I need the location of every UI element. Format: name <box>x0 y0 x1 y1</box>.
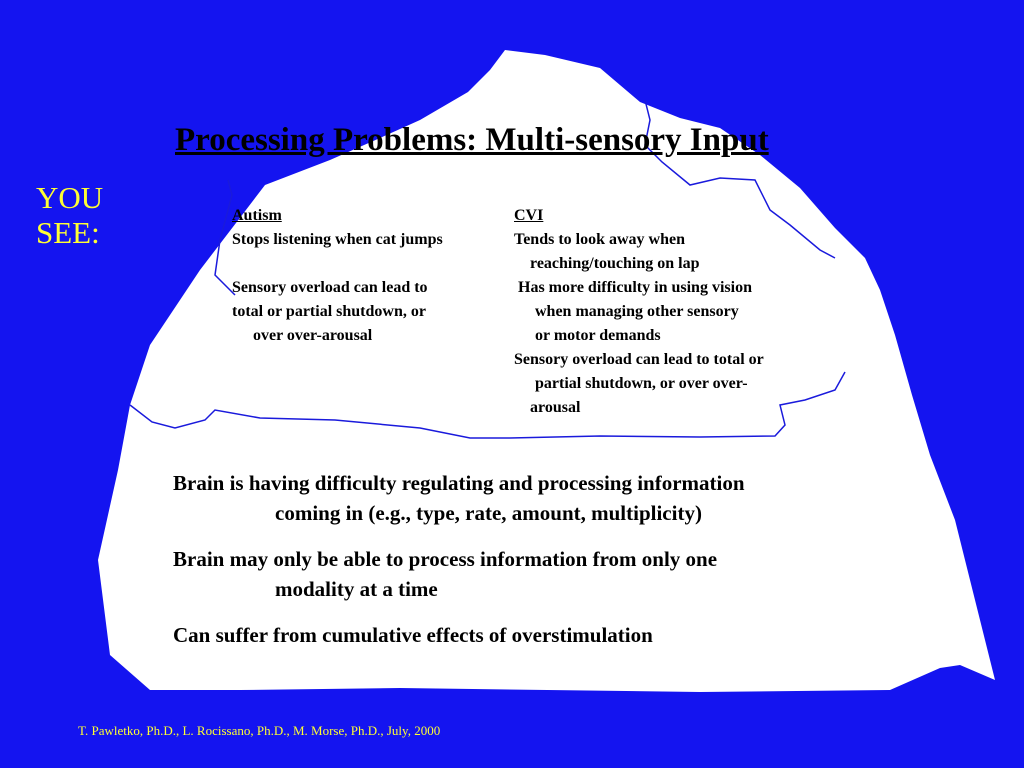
cvi-heading: CVI <box>514 207 544 224</box>
summary-point <box>173 544 933 604</box>
autism-heading: Autism <box>232 207 282 224</box>
point-text: Brain is having difficulty regulating and processing information <box>173 471 745 495</box>
see-label: SEE: <box>36 215 100 250</box>
autism-line: total or partial shutdown, or <box>232 303 426 320</box>
cvi-line: Has more difficulty in using vision <box>514 279 752 296</box>
cvi-line: partial shutdown, or over over- <box>535 375 748 392</box>
summary-point <box>173 620 933 650</box>
cvi-line: when managing other sensory <box>535 303 739 320</box>
author-credit: T. Pawletko, Ph.D., L. Rocissano, Ph.D., M. Morse, Ph.D., July, 2000 <box>78 723 441 738</box>
point-continuation: coming in (e.g., type, rate, amount, multiplicity) <box>275 501 702 525</box>
cvi-column <box>514 204 764 420</box>
autism-line: Sensory overload can lead to <box>232 279 428 296</box>
summary-points <box>173 468 933 666</box>
autism-line: over over-arousal <box>253 327 373 344</box>
cvi-line: reaching/touching on lap <box>530 255 700 272</box>
summary-point <box>173 468 933 528</box>
cvi-line: or motor demands <box>535 327 661 344</box>
you-label: YOU <box>36 180 104 215</box>
slide-title: Processing Problems: Multi-sensory Input <box>175 122 769 158</box>
point-text: Brain may only be able to process information from only one <box>173 547 718 571</box>
spacer <box>232 252 443 276</box>
point-continuation: modality at a time <box>275 577 438 601</box>
autism-column <box>232 204 443 348</box>
point-text: Can suffer from cumulative effects of overstimulation <box>173 623 653 647</box>
cvi-line: Tends to look away when <box>514 231 686 248</box>
you-see-label <box>36 180 103 250</box>
cvi-line: Sensory overload can lead to total or <box>514 351 764 368</box>
autism-line: Stops listening when cat jumps <box>232 231 443 248</box>
cvi-line: arousal <box>530 399 581 416</box>
